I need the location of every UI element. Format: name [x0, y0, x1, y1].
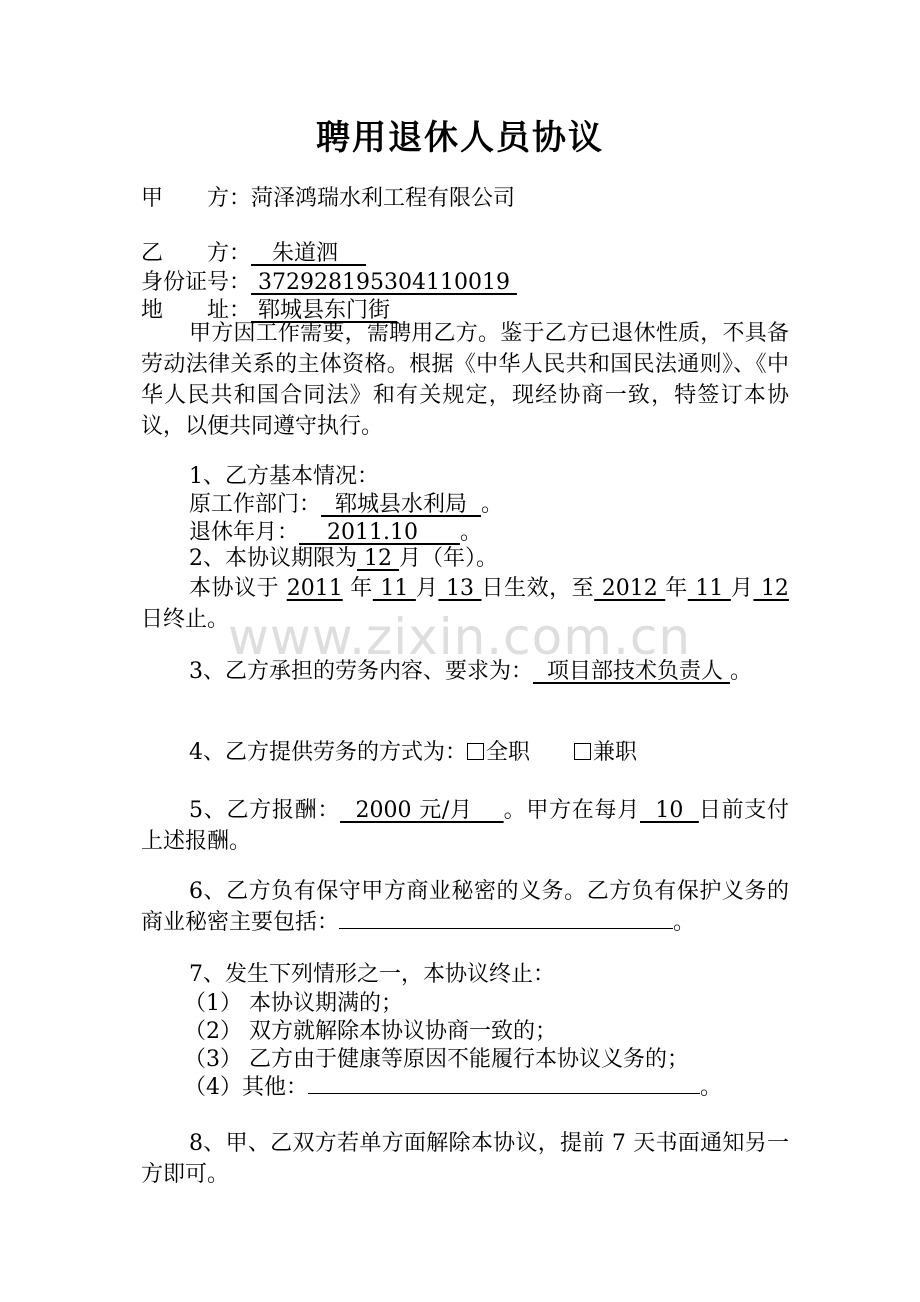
section-1-heading: 1、乙方基本情况： [189, 464, 379, 489]
end-year-unit: 年 [665, 576, 688, 601]
start-month: 11 [372, 576, 416, 601]
section-6-paragraph [141, 876, 789, 938]
end-day: 12 [753, 576, 789, 601]
pay-mid: 。甲方在每月 [503, 798, 640, 823]
department-label: 原工作部门： [189, 492, 322, 517]
start-year-unit: 年 [350, 576, 373, 601]
pay-amount: 2000 元/月 [340, 798, 504, 823]
party-a-label: 甲 方： [141, 186, 252, 211]
section-6-text: 6、乙方负有保守甲方商业秘密的义务。乙方负有保护义务的商业秘密主要包括： [141, 879, 789, 935]
section-6-end: 。 [673, 910, 696, 935]
termination-item-3: （3） 乙方由于健康等原因不能履行本协议义务的； [184, 1047, 689, 1072]
part-time-label: 兼职 [593, 740, 638, 765]
party-a-value: 菏泽鸿瑞水利工程有限公司 [251, 186, 516, 211]
section-7-end: 。 [700, 1075, 723, 1100]
section-2-term-line [189, 544, 498, 574]
termination-item-2: （2） 双方就解除本协议协商一致的； [184, 1019, 557, 1044]
other-label: （4）其他： [184, 1075, 308, 1100]
section-4-line [189, 738, 637, 768]
retire-label: 退休年月： [189, 520, 300, 545]
section-5-paragraph [141, 795, 789, 857]
end-month: 11 [687, 576, 731, 601]
effective-period-paragraph [141, 573, 789, 635]
start-year: 2011 [286, 576, 343, 601]
original-department-line [189, 490, 503, 520]
part-time-checkbox[interactable] [574, 743, 591, 760]
party-b-line [141, 239, 366, 269]
address-value: 郓城县东门街 [251, 298, 398, 323]
section-7-heading: 7、发生下列情形之一，本协议终止： [189, 962, 555, 987]
effective-mid: 日生效，至 [481, 576, 595, 601]
address-label: 地 址： [141, 298, 252, 323]
term-suffix: 月（年）。 [398, 546, 498, 571]
department-value: 郓城县水利局 [321, 492, 481, 517]
term-months: 12 [357, 546, 399, 571]
term-prefix: 2、本协议期限为 [189, 546, 357, 571]
full-time-label: 全职 [486, 740, 531, 765]
section-3-paragraph [141, 656, 789, 687]
pay-prefix: 5、乙方报酬： [189, 798, 341, 823]
document-title: 聘用退休人员协议 [316, 118, 604, 158]
termination-item-1: （1） 本协议期满的； [184, 991, 403, 1016]
end-month-unit: 月 [730, 576, 754, 601]
other-reason-blank[interactable] [308, 1073, 700, 1094]
section-3-end: 。 [729, 659, 752, 684]
section-4-text: 4、乙方提供劳务的方式为： [189, 740, 467, 765]
retire-end: 。 [459, 520, 482, 545]
intro-paragraph: 甲方因工作需要，需聘用乙方。鉴于乙方已退休性质，不具备劳动法律关系的主体资格。根据《中华人民共和国民法通则》、《中华人民共和国合同法》和有关规定，现经协商一致，特签订本协议，以便共同遵守执行。 [141, 321, 789, 439]
party-b-name: 朱道泗 [251, 241, 366, 266]
end-year: 2012 [594, 576, 666, 601]
start-month-unit: 月 [415, 576, 439, 601]
section-8-paragraph: 8、甲、乙双方若单方面解除本协议，提前 7 天书面通知另一方即可。 [141, 1131, 789, 1187]
termination-item-4 [184, 1073, 722, 1103]
section-3-text: 3、乙方承担的劳务内容、要求为： [189, 659, 533, 684]
retire-value: 2011.10 [299, 520, 460, 545]
pay-day: 10 [639, 798, 699, 823]
effective-tail: 日终止。 [141, 607, 230, 632]
party-a-line [141, 184, 515, 214]
service-content-value: 项目部技术负责人 [533, 659, 730, 684]
id-number-value: 372928195304110019 [251, 270, 517, 295]
pay-suffix: 日前支付上述报酬。 [141, 798, 790, 854]
trade-secret-blank[interactable] [339, 908, 673, 929]
party-b-label: 乙 方： [141, 241, 252, 266]
effective-prefix: 本协议于 [189, 576, 280, 601]
start-day: 13 [438, 576, 482, 601]
full-time-checkbox[interactable] [467, 743, 484, 760]
watermark: www.zixin.com.cn [228, 608, 692, 666]
id-number-label: 身份证号： [141, 270, 252, 295]
id-number-line [141, 268, 517, 298]
department-end: 。 [481, 492, 504, 517]
